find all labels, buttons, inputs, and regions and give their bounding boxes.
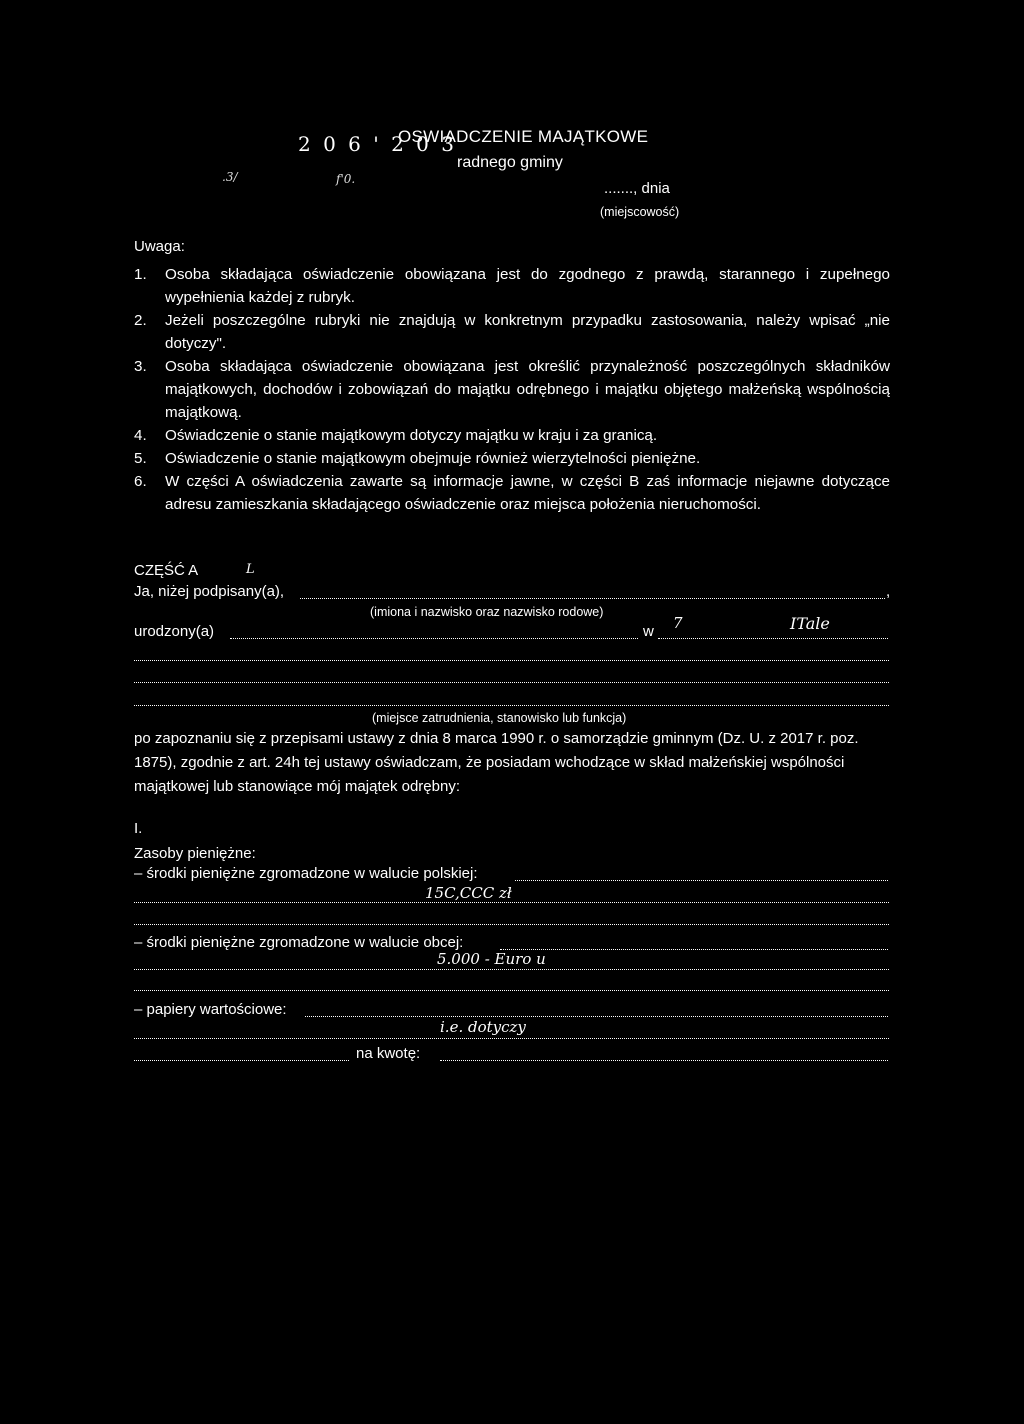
name-label: Ja, niżej podpisany(a), [134,583,285,600]
section-numeral: I. [134,820,143,837]
name-field-comma: , [886,583,891,600]
foreign-field[interactable] [500,949,888,950]
amount-field[interactable] [440,1060,888,1061]
note-text: Oświadczenie o stanie majątkowym obejmuje również wierzytelności pieniężne. [165,450,701,467]
securities-field[interactable] [305,1016,888,1017]
pln-handwritten-value: 15C,CCC zł [425,884,512,902]
note-number: 4. [134,427,147,444]
notes-list [134,263,890,516]
securities-handwritten-value: i.e. dotyczy [440,1018,526,1036]
birth-date-field[interactable] [230,638,638,639]
securities-label: – papiery wartościowe: [134,1001,287,1018]
note-item [134,309,890,355]
note-number: 5. [134,450,147,467]
note-number: 6. [134,473,147,490]
foreign-field-line-3[interactable] [134,990,889,991]
note-text: Osoba składająca oświadczenie obowiązana jest określić przynależność poszczególnych składników majątkowych, dochodów i zobowiązań do majątku odrębnego i majątku objętego małżeńską wspólnością majątkową. [165,358,890,421]
born-in-label: w [643,623,654,640]
birth-place-handwriting-2: ITale [790,614,830,633]
pln-field-line-2[interactable] [134,902,889,903]
employment-line-1[interactable] [134,660,889,661]
foreign-label: – środki pieniężne zgromadzone w walucie obcej: [134,934,464,951]
stamp-mark-mid: f'0. [336,172,356,186]
place-caption: (miejscowość) [600,205,680,219]
note-text: W części A oświadczenia zawarte są informacje jawne, w części B zaś informacje niejawne dotyczące adresu zamieszkania składającego oświadczenie oraz miejsca położenia nieruchomości. [165,473,890,513]
pln-field[interactable] [515,880,888,881]
note-number: 1. [134,266,147,283]
birth-place-field[interactable] [658,638,888,639]
foreign-field-line-2[interactable] [134,969,889,970]
employment-caption: (miejsce zatrudnienia, stanowisko lub funkcja) [372,711,627,725]
section-title: Zasoby pieniężne: [134,845,256,862]
document-subtitle: radnego gminy [457,154,563,171]
pln-field-line-3[interactable] [134,924,889,925]
note-text: Osoba składająca oświadczenie obowiązana jest do zgodnego z prawdą, starannego i zupełnego wypełnienia każdej z rubryk. [165,266,890,306]
employment-line-3[interactable] [134,705,889,706]
part-a-heading: CZĘŚĆ A [134,562,199,579]
name-field[interactable] [300,598,885,599]
securities-field-line-2[interactable] [134,1038,889,1039]
note-text: Oświadczenie o stanie majątkowym dotyczy majątku w kraju i za granicą. [165,427,658,444]
note-number: 3. [134,358,147,375]
amount-label: na kwotę: [356,1045,421,1062]
foreign-handwritten-value: 5.000 - Euro u [437,950,546,968]
note-item [134,355,890,424]
note-item [134,424,890,447]
statement-paragraph: po zapoznaniu się z przepisami ustawy z dnia 8 marca 1990 r. o samorządzie gminnym (Dz. U. z 2017 r. poz. 1875), zgodnie z art. 24h tej ustawy oświadczam, że posiadam wchodzące w skład małżeńskiej wspólności majątkowej lub stanowiące mój majątek odrębny: [134,730,859,795]
notes-title: Uwaga: [134,238,185,255]
name-caption: (imiona i nazwisko oraz nazwisko rodowe) [370,605,604,619]
note-item [134,447,890,470]
received-stamp-date: 2 0 6 ' 2 0 3 [298,132,457,156]
pln-label: – środki pieniężne zgromadzone w walucie polskiej: [134,865,478,882]
born-label: urodzony(a) [134,623,215,640]
birth-place-handwriting-1: 7 [673,614,683,632]
document-title: OSWIADCZENIE MAJĄTKOWE [398,127,649,146]
stamp-mark-left: .3/ [222,170,238,184]
part-a-handwritten-mark: L [246,562,255,577]
note-item [134,470,890,516]
employment-line-2[interactable] [134,682,889,683]
note-item [134,263,890,309]
securities-amount-prefix[interactable] [134,1060,349,1061]
place-date-field[interactable]: ......., dnia [604,180,670,197]
note-text: Jeżeli poszczególne rubryki nie znajdują w konkretnym przypadku zastosowania, należy wpisać „nie dotyczy". [165,312,890,352]
note-number: 2. [134,312,147,329]
